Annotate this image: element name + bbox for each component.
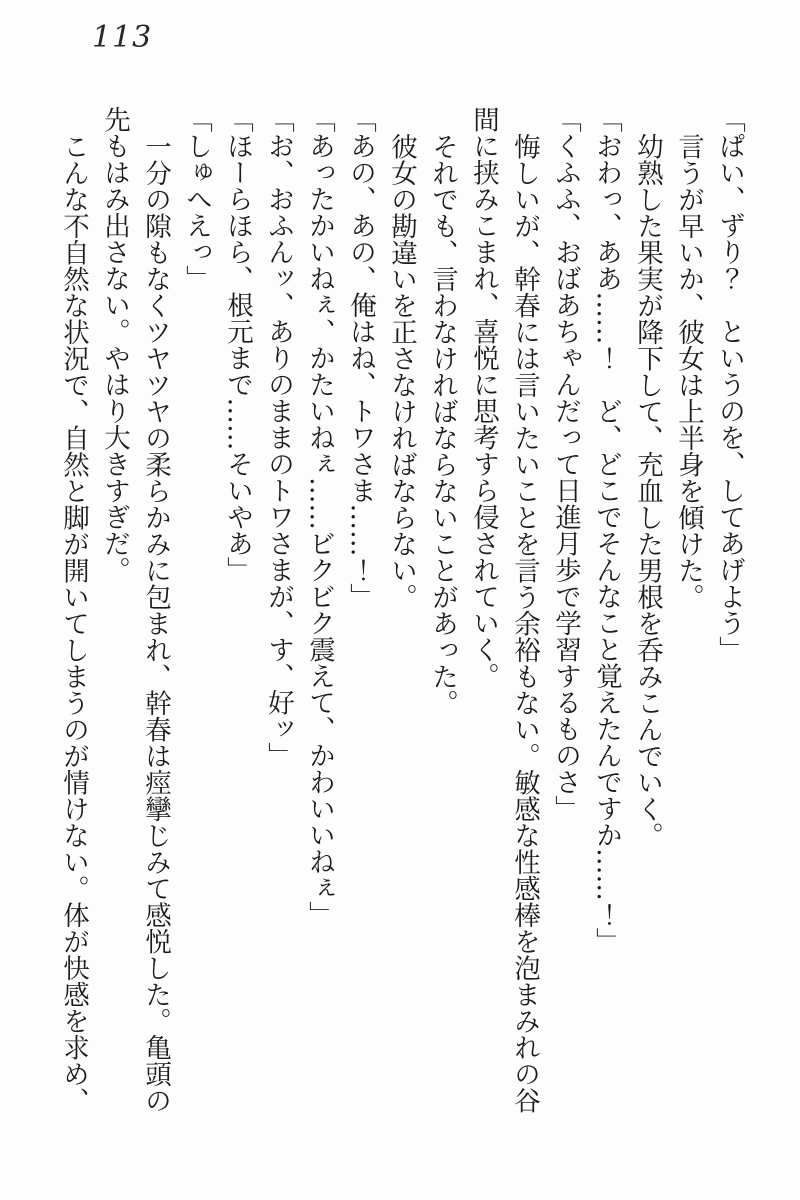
paragraph: 彼女の勘違いを正さなければならない。 [386, 132, 417, 610]
paragraph: 「あったかいねぇ、かたいねぇ……ビクビク震えて、かわいいねぇ」 [304, 106, 335, 928]
paragraph: 「おわっ、ああ……！ ど、どこでそんなこと覚えたんですか……！」 [591, 106, 622, 954]
page-number: 113 [92, 20, 153, 55]
paragraph: それでも、言わなければならないことがあった。 [427, 132, 458, 716]
paragraph: 言うが早いか、彼女は上半身を傾けた。 [673, 132, 704, 610]
paragraph: 「しゅへえっ」 [181, 106, 212, 292]
paragraph: 「あの、あの、俺はね、トワさま……！」 [345, 106, 376, 610]
paragraph: 「お、おふんッ、ありのままのトワさまが、す、好ッ」 [263, 106, 294, 769]
paragraph: 「くふふ、おばあちゃんだって日進月歩で学習するものさ」 [550, 106, 581, 822]
paragraph: 「ほーらほら、根元まで……そいやあ」 [222, 106, 253, 583]
text-block [52, 106, 750, 1113]
paragraph: 一分の隙もなくツヤツヤの柔らかみに包まれ、幹春は痙攣じみて感悦した。亀頭の先もはみ出さない。やはり大きすぎだ。 [99, 106, 171, 1113]
paragraph: 幼熟した果実が降下して、充血した男根を呑みこんでいく。 [632, 132, 663, 848]
paragraph: 悔しいが、幹春には言いたいことを言う余裕もない。敏感な性感棒を泡まみれの谷間に挟みこまれ、喜悦に思考すら侵されていく。 [468, 106, 540, 1113]
paragraph: 「ぱい、ずり？ というのを、してあげよう」 [714, 106, 745, 663]
paragraph: こんな不自然な状況で、自然と脚が開いてしまうのが情けない。体が快感を求め、 [58, 132, 89, 1113]
